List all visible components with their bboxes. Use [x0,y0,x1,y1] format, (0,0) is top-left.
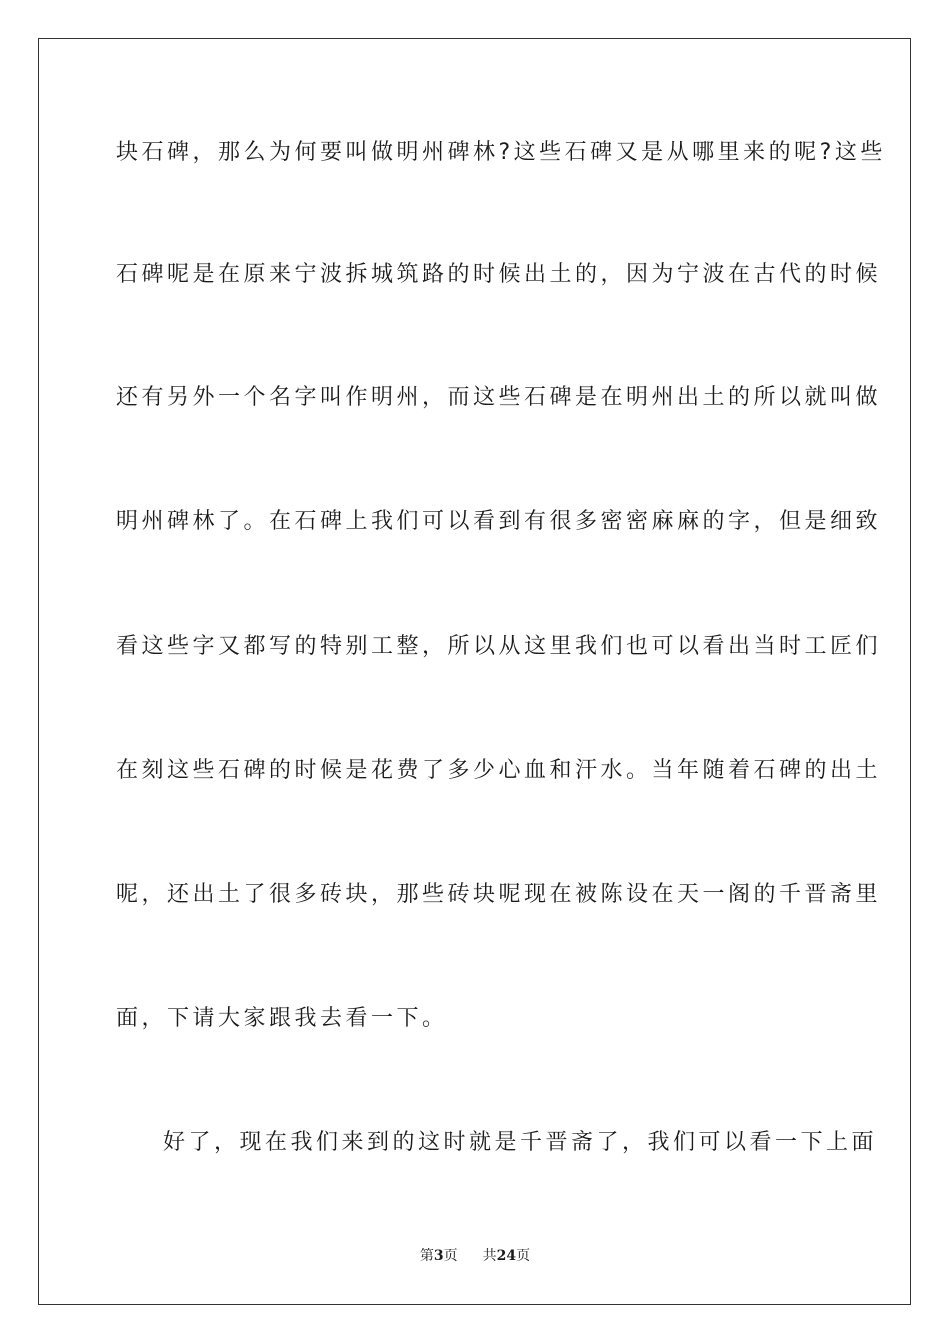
body-text-line: 明州碑林了。在石碑上我们可以看到有很多密密麻麻的字，但是细致 [116,509,882,534]
body-text-line: 呢，还出土了很多砖块，那些砖块呢现在被陈设在天一阁的千晋斋里 [116,882,882,907]
body-text-line: 还有另外一个名字叫作明州，而这些石碑是在明州出土的所以就叫做 [116,385,882,410]
total-pages-indicator: 共24页 [482,1248,531,1264]
page-footer [0,1246,950,1266]
body-text-line: 块石碑，那么为何要叫做明州碑林?这些石碑又是从哪里来的呢?这些 [116,140,886,165]
total-pages-number: 24 [496,1248,517,1264]
page-number: 3 [433,1248,444,1264]
body-text-line: 面，下请大家跟我去看一下。 [116,1006,448,1031]
body-text-line: 在刻这些石碑的时候是花费了多少心血和汗水。当年随着石碑的出土 [116,758,882,783]
paragraph-first-line: 好了，现在我们来到的这时就是千晋斋了，我们可以看一下上面 [163,1130,878,1155]
body-text-line: 看这些字又都写的特别工整，所以从这里我们也可以看出当时工匠们 [116,634,882,659]
page-frame [38,38,911,1305]
body-text-line: 石碑呢是在原来宁波拆城筑路的时候出土的，因为宁波在古代的时候 [116,262,882,287]
page-indicator: 第3页 [419,1248,458,1264]
